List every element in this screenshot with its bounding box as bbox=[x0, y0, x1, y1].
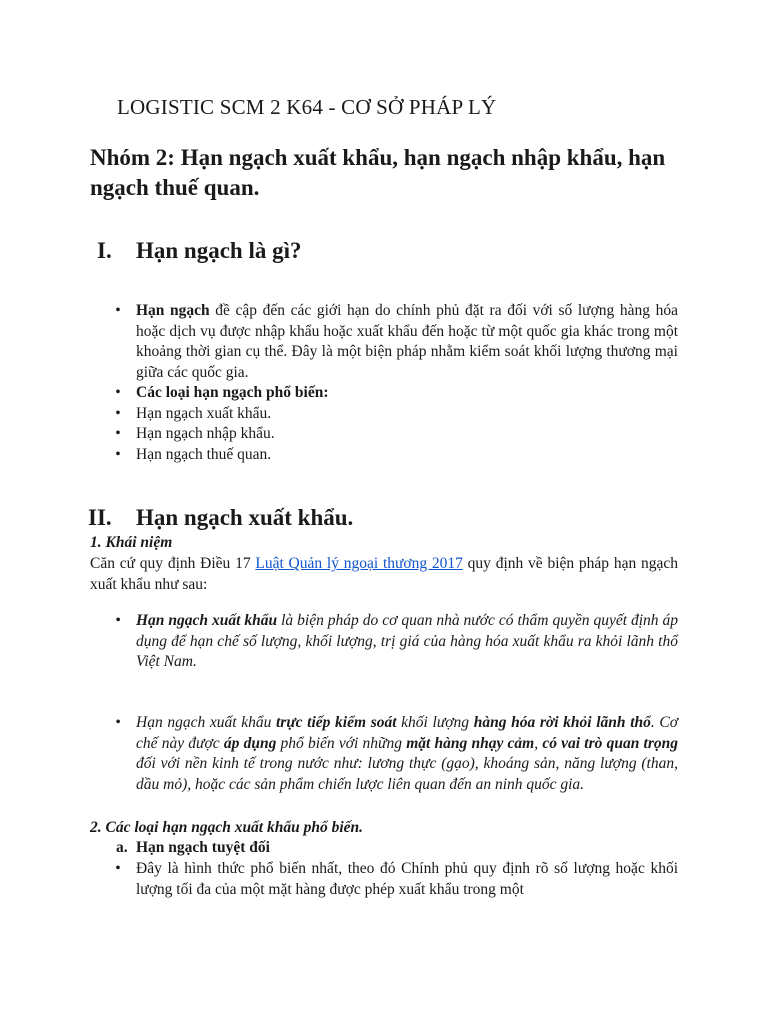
term-quota: Hạn ngạch bbox=[136, 302, 210, 319]
note-text: Hạn ngạch xuất khẩu bbox=[136, 714, 276, 731]
note-emphasis: mặt hàng nhạy cảm bbox=[406, 734, 535, 752]
quota-definition-text: đề cập đến các giới hạn do chính phủ đặt ra đối với số lượng hàng hóa hoặc dịch vụ được nhập khẩu hoặc xuất khẩu đến hoặc từ một quốc gia khác trong một khoảng thời gian cụ thể. Đây là một biện pháp nhằm kiểm soát khối lượng thương mại giữa các quốc gia. bbox=[136, 302, 678, 381]
bullet-icon: • bbox=[115, 404, 121, 422]
subsection-a-title: Hạn ngạch tuyệt đối bbox=[136, 839, 270, 856]
list-item bbox=[108, 404, 678, 425]
list-item bbox=[108, 713, 678, 795]
export-quota-definition-list bbox=[108, 611, 678, 673]
section-1-title: Hạn ngạch là gì? bbox=[136, 238, 302, 263]
document-title: LOGISTIC SCM 2 K64 - CƠ SỞ PHÁP LÝ bbox=[117, 95, 497, 119]
subheading-concept: 1. Khái niệm bbox=[90, 534, 173, 551]
note-emphasis: hàng hóa rời khỏi lãnh thổ bbox=[473, 714, 651, 731]
bullet-icon: • bbox=[115, 425, 121, 442]
note-emphasis: trực tiếp kiểm soát bbox=[276, 714, 397, 731]
note-text: . Cơ chế này được bbox=[136, 714, 679, 752]
note-text: phổ biến với những bbox=[276, 734, 407, 752]
note-emphasis: áp dụng bbox=[223, 734, 277, 752]
absolute-quota-text: Đây là hình thức phổ biến nhất, theo đó Chính phủ quy định rõ số lượng hoặc khối lượng tối đa của một mặt hàng được phép xuất khẩu trong một bbox=[136, 860, 678, 898]
term-export-quota: Hạn ngạch xuất khẩu bbox=[136, 612, 278, 629]
legal-basis-paragraph bbox=[90, 553, 678, 595]
section-2-title: Hạn ngạch xuất khẩu. bbox=[136, 505, 354, 530]
list-item bbox=[108, 859, 678, 900]
subheading-types: 2. Các loại hạn ngạch xuất khẩu phổ biến. bbox=[90, 819, 364, 836]
note-text: khối lượng bbox=[396, 714, 474, 731]
list-item bbox=[108, 611, 678, 673]
section-2-heading bbox=[88, 504, 353, 532]
subsection-a-heading bbox=[116, 838, 270, 858]
quota-definition-list bbox=[108, 301, 678, 465]
export-quota-note-list bbox=[108, 713, 678, 795]
subsection-a-number: a. bbox=[116, 839, 128, 856]
bullet-icon: • bbox=[115, 860, 121, 877]
legal-basis-rest: quy định về biện pháp hạn ngạch xuất khẩu như sau: bbox=[90, 555, 679, 593]
bullet-icon: • bbox=[115, 302, 121, 319]
group-title: Nhóm 2: Hạn ngạch xuất khẩu, hạn ngạch nhập khẩu, hạn ngạch thuế quan. bbox=[90, 145, 666, 200]
bullet-icon: • bbox=[115, 714, 121, 731]
quota-type-tariff: Hạn ngạch thuế quan. bbox=[136, 445, 272, 463]
bullet-icon: • bbox=[115, 384, 121, 401]
section-1-number: I. bbox=[97, 238, 112, 263]
bullet-icon: • bbox=[115, 612, 121, 629]
bullet-icon: • bbox=[115, 445, 121, 463]
section-2-number: II. bbox=[88, 505, 112, 530]
law-link[interactable]: Luật Quản lý ngoại thương 2017 bbox=[255, 555, 463, 572]
list-item bbox=[108, 445, 678, 466]
absolute-quota-list bbox=[108, 859, 678, 900]
quota-type-export: Hạn ngạch xuất khẩu. bbox=[136, 404, 272, 422]
quota-types-label: Các loại hạn ngạch phổ biến: bbox=[136, 384, 329, 401]
list-item bbox=[108, 424, 678, 445]
export-quota-definition: là biện pháp do cơ quan nhà nước có thẩm quyền quyết định áp dụng để hạn chế số lượng, khối lượng, trị giá của hàng hóa xuất khẩu ra khỏi lãnh thổ Việt Nam. bbox=[136, 612, 679, 670]
section-1-heading bbox=[97, 237, 302, 265]
note-text: , bbox=[534, 734, 543, 752]
legal-basis-intro: Căn cứ quy định Điều 17 bbox=[90, 555, 256, 572]
list-item bbox=[108, 383, 678, 404]
quota-type-import: Hạn ngạch nhập khẩu. bbox=[136, 425, 275, 442]
list-item bbox=[108, 301, 678, 383]
note-text: đối với nền kinh tế trong nước như: lương thực (gạo), khoáng sản, năng lượng (than, dầu mỏ), hoặc các sản phẩm chiến lược liên quan đến an ninh quốc gia. bbox=[136, 755, 678, 793]
note-emphasis: có vai trò quan trọng bbox=[542, 734, 679, 752]
